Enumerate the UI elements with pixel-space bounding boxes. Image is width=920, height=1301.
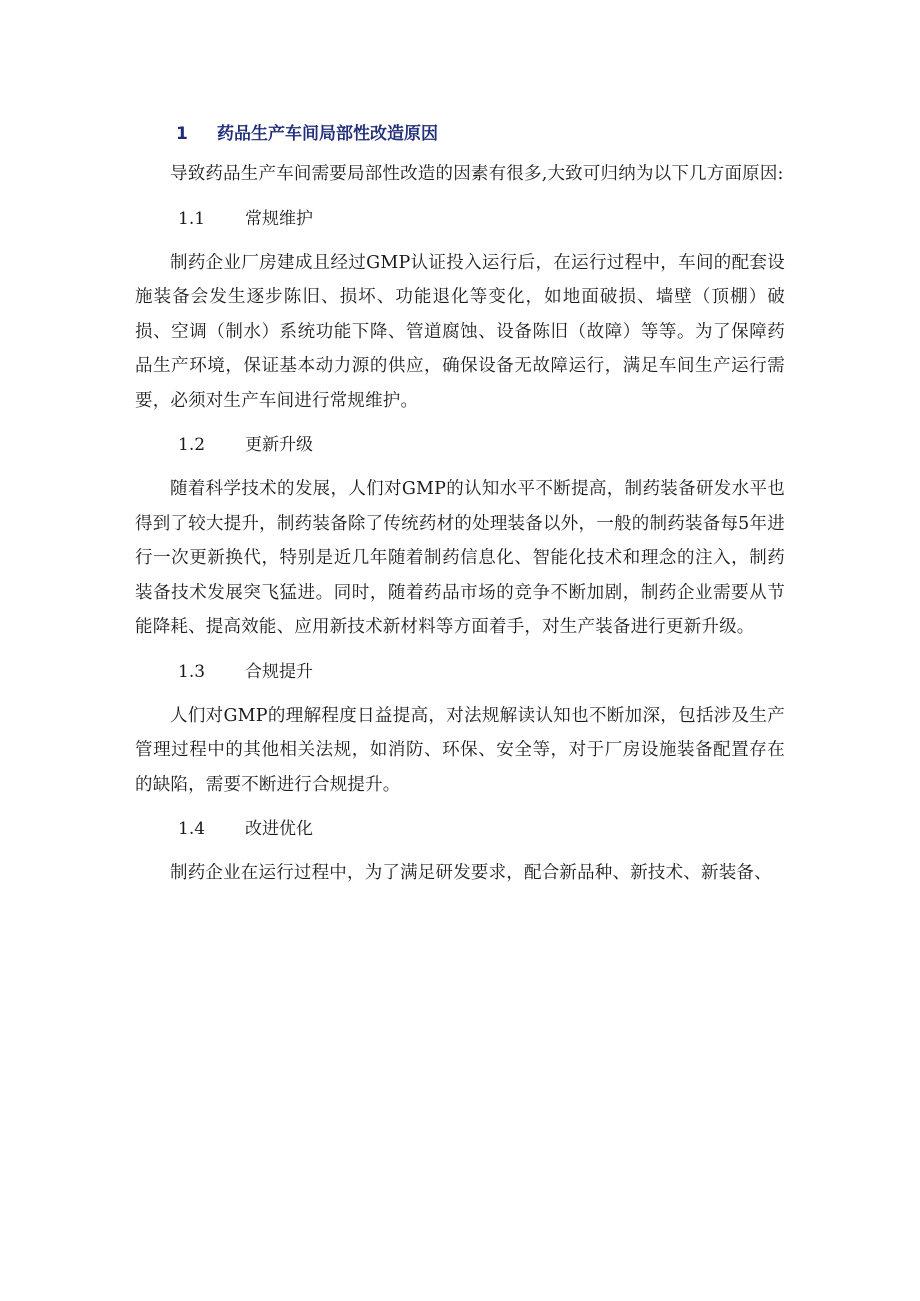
subsection-paragraph-1-3: 人们对GMP的理解程度日益提高，对法规解读认知也不断加深，包括涉及生产管理过程中的其他相关法规，如消防、环保、安全等，对于厂房设施装备配置存在的缺陷，需要不断进行合规提升。 — [135, 705, 785, 795]
subsection-title: 改进优化 — [245, 819, 313, 839]
subsection-paragraph-1-1: 制药企业厂房建成且经过GMP认证投入运行后，在运行过程中，车间的配套设施装备会发生逐步陈旧、损坏、功能退化等变化，如地面破损、墙壁（顶棚）破损、空调（制水）系统功能下降、管道腐蚀、设备陈旧（故障）等等。为了保障药品生产环境，保证基本动力源的供应，确保设备无故障运行，满足车间生产运行需要，必须对生产车间进行常规维护。 — [135, 252, 785, 411]
subsection-number: 1.2 — [178, 435, 206, 455]
section-heading — [135, 117, 785, 151]
subsection-heading-1-2 — [135, 428, 785, 462]
subsection-number: 1.3 — [178, 661, 206, 682]
intro-paragraph: 导致药品生产车间需要局部性改造的因素有很多,大致可归纳为以下几方面原因: — [170, 164, 784, 184]
subsection-title: 常规维护 — [245, 208, 313, 229]
subsection-heading-1-3 — [135, 655, 785, 689]
section-number: 1 — [176, 124, 188, 144]
section-title: 药品生产车间局部性改造原因 — [217, 124, 438, 144]
subsection-heading-1-4 — [135, 812, 785, 846]
subsection-title: 合规提升 — [245, 661, 313, 682]
subsection-number: 1.4 — [178, 819, 206, 839]
document-body — [135, 117, 785, 901]
subsection-paragraph-1-4: 制药企业在运行过程中，为了满足研发要求，配合新品种、新技术、新装备、 — [170, 863, 772, 883]
subsection-number: 1.1 — [178, 208, 206, 229]
subsection-paragraph-1-2: 随着科学技术的发展，人们对GMP的认知水平不断提高，制药装备研发水平也得到了较大提升，制药装备除了传统药材的处理装备以外，一般的制药装备每5年进行一次更新换代，特别是近几年随着制药信息化、智能化技术和理念的注入，制药装备技术发展突飞猛进。同时，随着药品市场的竞争不断加剧，制药企业需要从节能降耗、提高效能、应用新技术新材料等方面着手，对生产装备进行更新升级。 — [135, 479, 785, 637]
subsection-heading-1-1 — [135, 202, 785, 236]
subsection-title: 更新升级 — [245, 435, 313, 455]
